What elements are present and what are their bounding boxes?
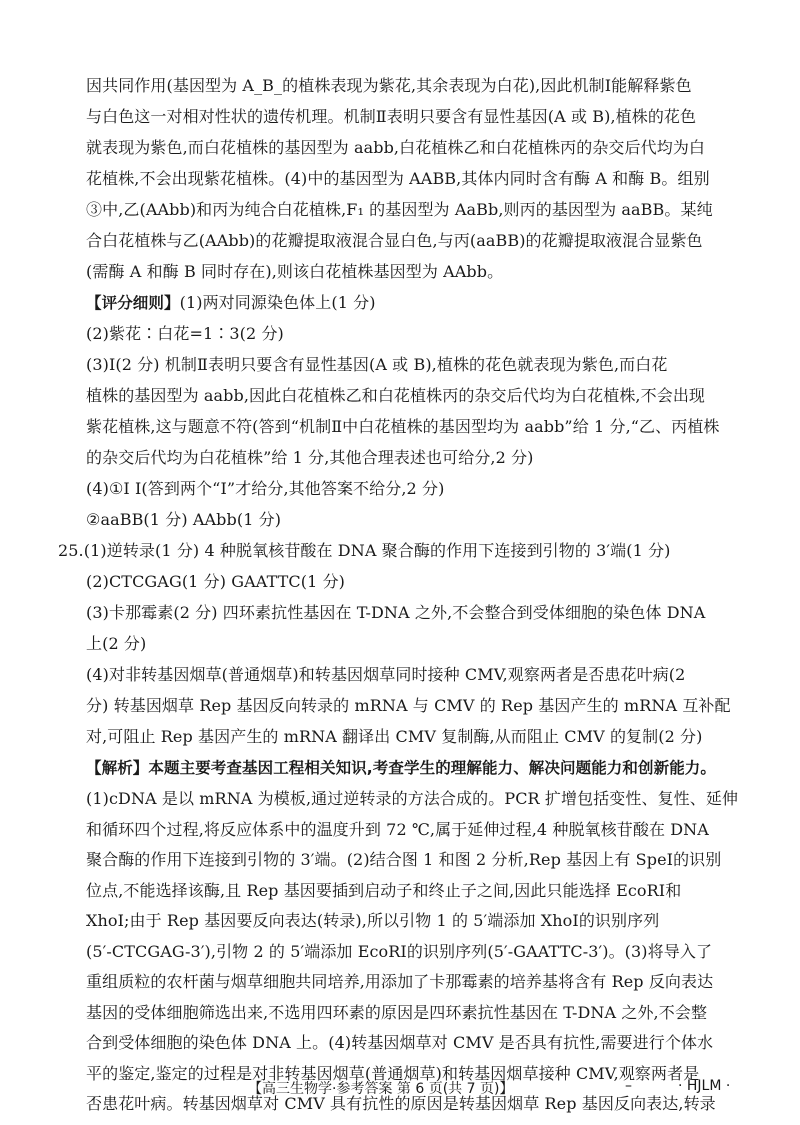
text-line: 平的鉴定,鉴定的过程是对非转基因烟草(普通烟草)和转基因烟草接种 CMV,观察两者是 (86, 1063, 700, 1083)
text-line: 紫花植株,这与题意不符(答到“机制Ⅱ中白花植株的基因型均为 aabb”给 1 分,“乙、丙植株 (86, 417, 720, 436)
text-line: (4)①Ⅰ Ⅰ(答到两个“Ⅰ”才给分,其他答案不给分,2 分) (86, 479, 445, 498)
scoring-section (86, 291, 376, 315)
text-line: 的杂交后代均为白花植株”给 1 分,其他合理表述也可给分,2 分) (86, 448, 534, 467)
footer-code: · HJLM · (678, 1078, 731, 1094)
text-line: 和循环四个过程,将反应体系中的温度升到 72 ℃,属于延伸过程,4 种脱氧核苷酸在 DNA (86, 819, 709, 839)
text-line: 聚合酶的作用下连接到引物的 3′端。(2)结合图 1 和图 2 分析,Rep 基因上有 SpeⅠ的识别 (86, 850, 722, 869)
text-line: 否患花叶病。转基因烟草对 CMV 具有抗性的原因是转基因烟草 Rep 基因反向表达,转录 (86, 1094, 716, 1113)
text-line: ③中,乙(AAbb)和丙为纯合白花植株,F₁ 的基因型为 AaBb,则丙的基因型为 aaBB。某纯 (86, 200, 713, 219)
analysis-intro: 本题主要考查基因工程相关知识,考查学生的理解能力、解决问题能力和创新能力。 (148, 759, 716, 777)
text-line: XhoⅠ;由于 Rep 基因要反向表达(转录),所以引物 1 的 5′端添加 XhoⅠ的识别序列 (86, 911, 660, 930)
analysis-label: 【解析】 (86, 759, 149, 777)
analysis-section (86, 756, 716, 780)
question-number: 25. (58, 541, 84, 560)
text-line: 就表现为紫色,而白花植株的基因型为 aabb,白花植株乙和白花植株丙的杂交后代均为白 (86, 138, 706, 157)
text-line: (3)卡那霉素(2 分) 四环素抗性基因在 T-DNA 之外,不会整合到受体细胞的染色体 DNA (86, 603, 706, 622)
text-line: 上(2 分) (86, 634, 147, 653)
text-line: 花植株,不会出现紫花植株。(4)中的基因型为 AABB,其体内同时含有酶 A 和酶 B。组别 (86, 169, 710, 188)
scoring-line: (1)两对同源染色体上(1 分) (179, 293, 376, 312)
text-line: (需酶 A 和酶 B 同时存在),则该白花植株基因型为 AAbb。 (86, 262, 504, 281)
text-line: 植株的基因型为 aabb,因此白花植株乙和白花植株丙的杂交后代均为白花植株,不会出现 (86, 386, 706, 405)
text-line: 合白花植株与乙(AAbb)的花瓣提取液混合显白色,与丙(aaBB)的花瓣提取液混合显紫色 (86, 231, 703, 250)
text-line: (1)cDNA 是以 mRNA 为模板,通过逆转录的方法合成的。PCR 扩增包括变性、复性、延伸 (86, 789, 739, 808)
text-line: 因共同作用(基因型为 A_B_的植株表现为紫花,其余表现为白花),因此机制Ⅰ能解释紫色 (86, 76, 692, 95)
text-line: (1)逆转录(1 分) 4 种脱氧核苷酸在 DNA 聚合酶的作用下连接到引物的 3′端(1 分) (83, 541, 671, 560)
text-line: 重组质粒的农杆菌与烟草细胞共同培养,用添加了卡那霉素的培养基将含有 Rep 反向表达 (86, 972, 714, 991)
text-line: (3)Ⅰ(2 分) 机制Ⅱ表明只要含有显性基因(A 或 B),植株的花色就表现为紫色,而白花 (86, 355, 668, 374)
text-line: 合到受体细胞的染色体 DNA 上。(4)转基因烟草对 CMV 是否具有抗性,需要进行个体水 (86, 1033, 714, 1052)
text-line: (5′-CTCGAG-3′),引物 2 的 5′端添加 EcoRⅠ的识别序列(5′-GAATTC-3′)。(3)将导入了 (86, 941, 713, 961)
footer-page-info: 【高三生物学·参考答案 第 6 页(共 7 页)】 (248, 1081, 514, 1097)
footer-dash: – (625, 1078, 632, 1094)
text-line: ②aaBB(1 分) AAbb(1 分) (86, 510, 282, 529)
text-line: (2)紫花∶白花=1∶3(2 分) (86, 324, 284, 343)
text-line: 位点,不能选择该酶,且 Rep 基因要插到启动子和终止子之间,因此只能选择 EcoRⅠ和 (86, 880, 682, 900)
scoring-label: 【评分细则】 (86, 294, 180, 312)
text-line: 分) 转基因烟草 Rep 基因反向转录的 mRNA 与 CMV 的 Rep 基因产生的 mRNA 互补配 (86, 696, 731, 715)
text-line: (2)CTCGAG(1 分) GAATTC(1 分) (86, 572, 346, 591)
text-line: (4)对非转基因烟草(普通烟草)和转基因烟草同时接种 CMV,观察两者是否患花叶病(2 (86, 665, 686, 684)
question-25 (58, 539, 671, 563)
text-line: 与白色这一对相对性状的遗传机理。机制Ⅱ表明只要含有显性基因(A 或 B),植株的花色 (86, 107, 697, 126)
text-line: 基因的受体细胞筛选出来,不选用四环素的原因是四环素抗性基因在 T-DNA 之外,不会整 (86, 1002, 708, 1022)
text-line: 对,可阻止 Rep 基因产生的 mRNA 翻译出 CMV 复制酶,从而阻止 CMV 的复制(2 分) (86, 727, 703, 746)
